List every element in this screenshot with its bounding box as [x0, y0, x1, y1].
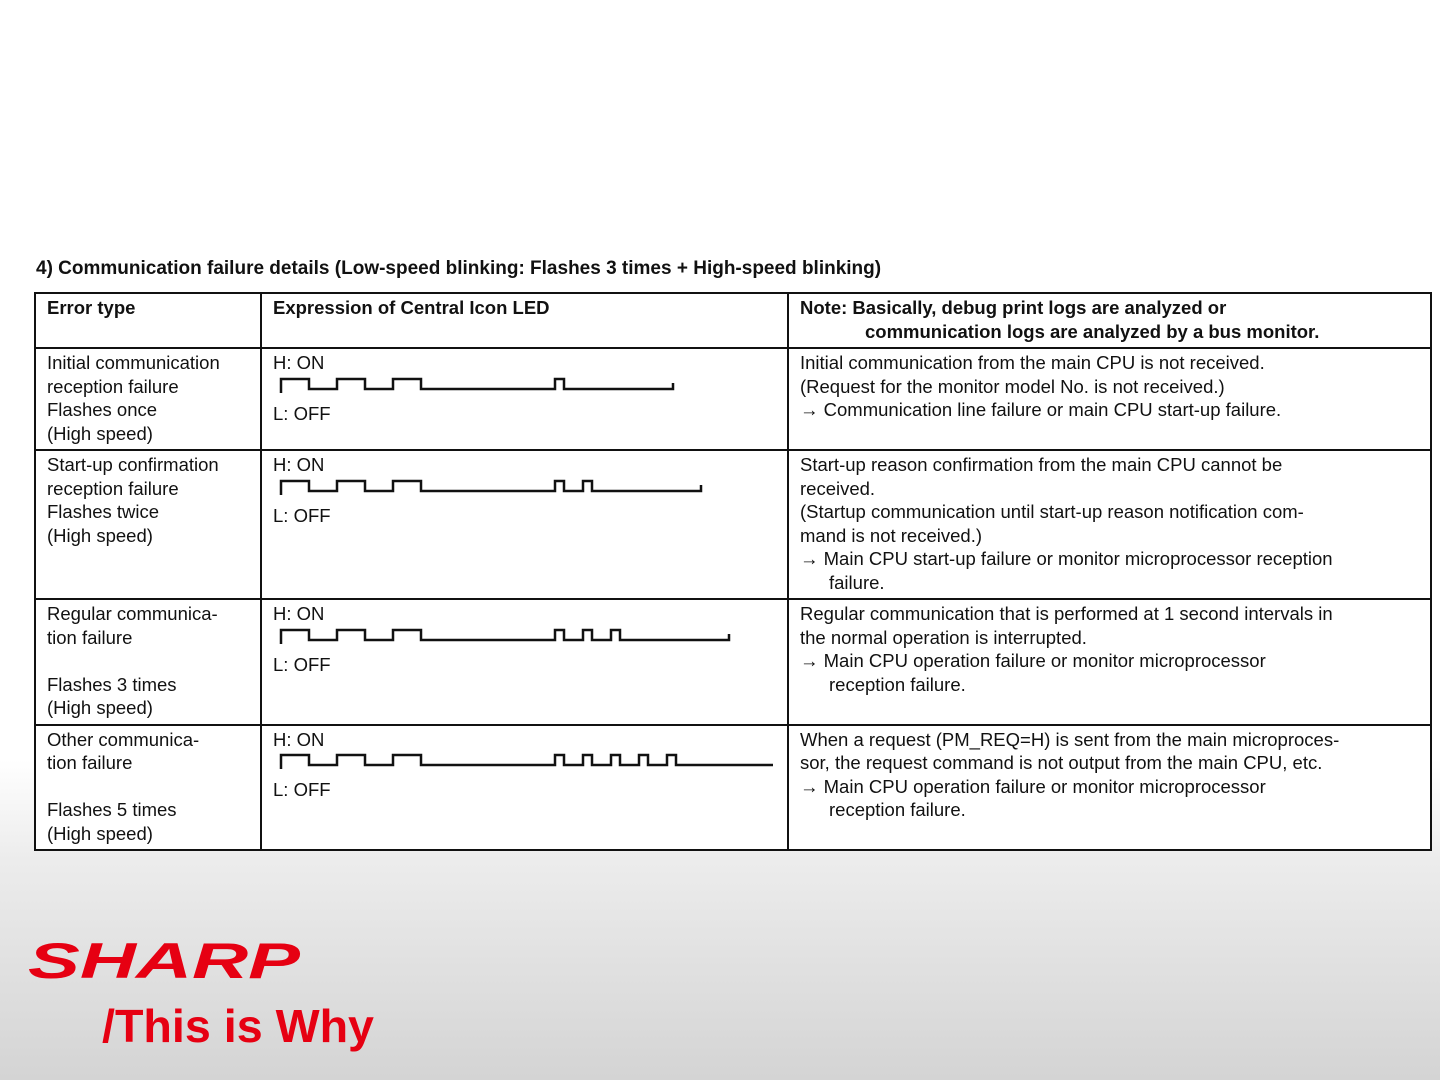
- error-type-cell: [35, 725, 261, 851]
- note-cell: [788, 725, 1431, 851]
- error-type-line: (High speed): [47, 697, 153, 718]
- note-continuation-line: failure.: [829, 571, 885, 593]
- led-low-label: L: OFF: [273, 504, 331, 526]
- header-error-type: Error type: [35, 293, 261, 348]
- header-note: [788, 293, 1431, 348]
- note-continuation-line: reception failure.: [829, 799, 966, 820]
- led-expression-cell: [261, 725, 788, 851]
- error-type-line: Regular communica-: [47, 603, 218, 624]
- note-cell: [788, 599, 1431, 725]
- led-waveform-trace: [281, 755, 773, 769]
- sharp-logo: [26, 930, 406, 1060]
- note-line: When a request (PM_REQ=H) is sent from the main microproces-: [800, 728, 1340, 750]
- error-type-line: Other communica-: [47, 728, 200, 750]
- table-row: [35, 450, 1431, 599]
- led-expression-cell: [261, 599, 788, 725]
- note-line: mand is not received.): [800, 524, 983, 546]
- note-line: (Request for the monitor model No. is not received.): [800, 375, 1225, 397]
- table-header-row: [35, 293, 1431, 348]
- note-line: Start-up reason confirmation from the main CPU cannot be: [800, 454, 1283, 475]
- error-type-line: Initial communication: [47, 352, 220, 373]
- error-type-line: Start-up confirmation: [47, 454, 219, 475]
- led-high-label: H: ON: [273, 728, 325, 750]
- led-low-label: L: OFF: [273, 402, 331, 424]
- sharp-logo-wordmark: SHARP: [28, 933, 302, 989]
- led-waveform-trace: [281, 630, 729, 644]
- led-waveform: [273, 479, 773, 503]
- note-line: → Main CPU operation failure or monitor microprocessor: [800, 650, 1266, 671]
- note-line: → Main CPU operation failure or monitor microprocessor: [800, 775, 1266, 797]
- led-waveform: [273, 753, 773, 777]
- error-type-line: reception failure: [47, 477, 179, 499]
- led-high-label: H: ON: [273, 603, 325, 624]
- error-type-spacer: [47, 649, 250, 673]
- note-line: sor, the request command is not output from the main CPU, etc.: [800, 752, 1323, 773]
- header-note-line1: Note: Basically, debug print logs are analyzed or: [800, 297, 1227, 318]
- led-waveform: [273, 628, 773, 652]
- led-expression-cell: [261, 348, 788, 450]
- note-cell: [788, 450, 1431, 599]
- error-type-cell: [35, 348, 261, 450]
- note-continuation-line: reception failure.: [829, 673, 966, 695]
- error-type-line: Flashes twice: [47, 501, 160, 522]
- led-waveform: [273, 377, 773, 401]
- sharp-logo-tagline: /This is Why: [102, 1000, 375, 1052]
- note-cell: [788, 348, 1431, 450]
- led-high-label: H: ON: [273, 352, 325, 373]
- table-row: [35, 348, 1431, 450]
- led-waveform-trace: [281, 481, 701, 495]
- note-line: Regular communication that is performed at 1 second intervals in: [800, 603, 1333, 624]
- led-low-label: L: OFF: [273, 779, 331, 800]
- header-expression: Expression of Central Icon LED: [261, 293, 788, 348]
- section-title: 4) Communication failure details (Low-speed blinking: Flashes 3 times + High-speed blinking): [36, 258, 882, 279]
- table-row: [35, 725, 1431, 851]
- note-line: Initial communication from the main CPU is not received.: [800, 352, 1265, 373]
- led-low-label: L: OFF: [273, 653, 331, 675]
- note-line: the normal operation is interrupted.: [800, 626, 1087, 648]
- error-type-line: reception failure: [47, 375, 179, 397]
- note-line: → Main CPU start-up failure or monitor microprocessor reception: [800, 548, 1333, 569]
- error-type-line: tion failure: [47, 626, 133, 648]
- error-type-spacer: [47, 775, 250, 799]
- error-type-line: Flashes 5 times: [47, 799, 177, 820]
- led-high-label: H: ON: [273, 454, 325, 475]
- error-type-cell: [35, 599, 261, 725]
- error-type-line: (High speed): [47, 422, 153, 444]
- note-line: (Startup communication until start-up reason notification com-: [800, 501, 1304, 522]
- error-type-line: (High speed): [47, 822, 153, 844]
- header-note-line2: communication logs are analyzed by a bus monitor.: [865, 320, 1320, 342]
- table-row: [35, 599, 1431, 725]
- communication-failure-table: [34, 292, 1432, 851]
- led-expression-cell: [261, 450, 788, 599]
- error-type-line: Flashes 3 times: [47, 673, 177, 695]
- note-line: → Communication line failure or main CPU start-up failure.: [800, 399, 1282, 420]
- error-type-line: Flashes once: [47, 399, 158, 420]
- error-type-cell: [35, 450, 261, 599]
- error-type-line: (High speed): [47, 524, 153, 546]
- led-waveform-trace: [281, 379, 673, 393]
- error-type-line: tion failure: [47, 752, 133, 773]
- note-line: received.: [800, 477, 876, 499]
